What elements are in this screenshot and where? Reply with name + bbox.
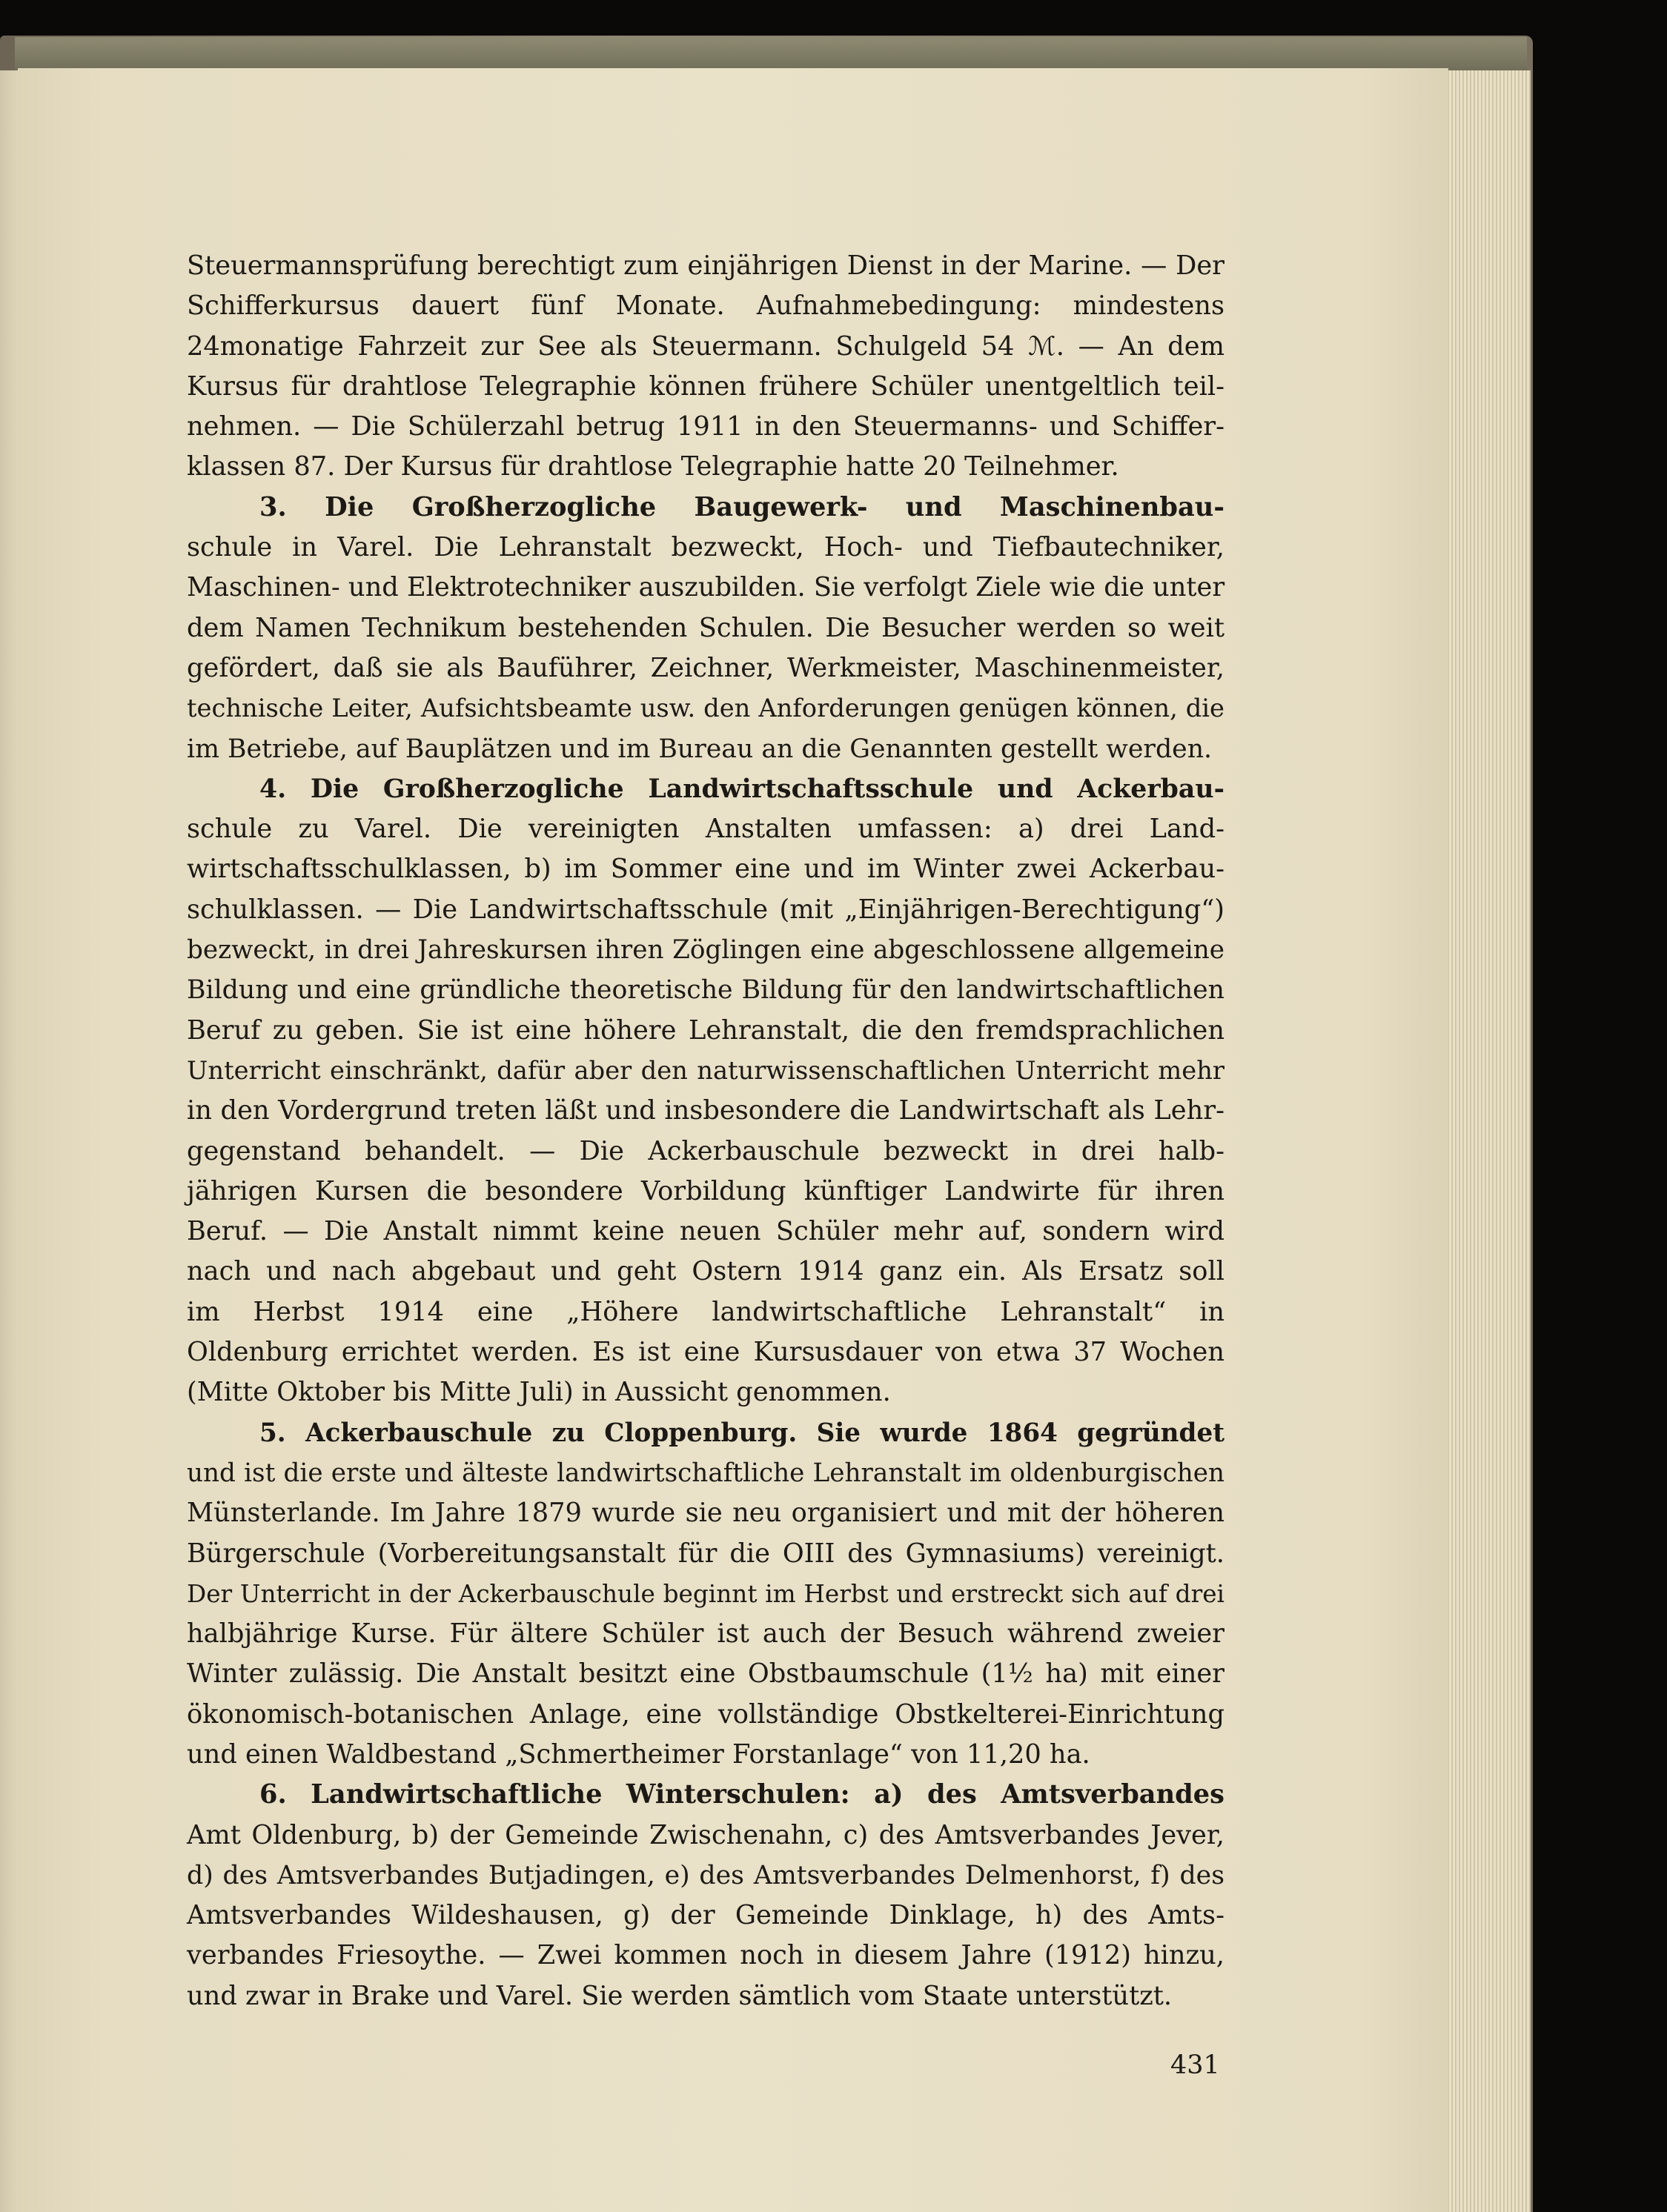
page-number: 431 (1170, 2050, 1220, 2080)
text-line: im Betriebe, auf Bauplätzen und im Bureau an die Genannten gestellt werden. (187, 734, 1213, 764)
text-line: und einen Waldbestand „Schmertheimer Forstanlage“ von 11,20 ha. (187, 1738, 1090, 1770)
text-line: Steuermannsprüfung berechtigt zum einjährigen Dienst in der Marine. — Der (187, 250, 1224, 281)
text-line: bezweckt, in drei Jahreskursen ihren Zöglingen eine abgeschlossene allgemeine (187, 935, 1224, 966)
text-line: Schifferkursus dauert fünf Monate. Aufnahmebedingung: mindestens (187, 290, 1224, 322)
text-line: Bildung und eine gründliche theoretische Bildung für den landwirtschaftlichen (187, 975, 1224, 1006)
text-line: nach und nach abgebaut und geht Ostern 1914 ganz ein. Als Ersatz soll (187, 1256, 1224, 1287)
section-heading: 4. Die Großherzogliche Landwirtschaftsschule und Ackerbau- (259, 773, 1224, 804)
section-heading: 6. Landwirtschaftliche Winterschulen: a) des Amtsverbandes (259, 1779, 1224, 1810)
text-line: technische Leiter, Aufsichtsbeamte usw. den Anforderungen genügen können, die (187, 694, 1224, 723)
section-heading: 5. Ackerbauschule zu Cloppenburg. Sie wurde 1864 gegründet (259, 1418, 1224, 1448)
text-line: Kursus für drahtlose Telegraphie können frühere Schüler unentgeltlich teil- (187, 371, 1224, 402)
text-line: ökonomisch-botanischen Anlage, eine vollständige Obstkelterei-Einrichtung (187, 1698, 1224, 1730)
text-line: Amt Oldenburg, b) der Gemeinde Zwischenahn, c) des Amtsverbandes Jever, (187, 1819, 1224, 1850)
text-line: schule zu Varel. Die vereinigten Anstalten umfassen: a) drei Land- (187, 814, 1224, 845)
section-heading: 3. Die Großherzogliche Baugewerk- und Maschinenbau- (259, 491, 1224, 522)
text-line: nehmen. — Die Schülerzahl betrug 1911 in den Steuermanns- und Schiffer- (187, 411, 1224, 442)
text-line: dem Namen Technikum bestehenden Schulen. Die Besucher werden so weit (187, 612, 1224, 643)
text-line: Beruf. — Die Anstalt nimmt keine neuen Schüler mehr auf, sondern wird (187, 1216, 1224, 1247)
text-line: und ist die erste und älteste landwirtschaftliche Lehranstalt im oldenburgischen (187, 1458, 1224, 1488)
text-line: im Herbst 1914 eine „Höhere landwirtschaftliche Lehranstalt“ in (187, 1296, 1224, 1327)
text-line: 24monatige Fahrzeit zur See als Steuermann. Schulgeld 54 ℳ. — An dem (187, 331, 1224, 362)
text-line: Münsterlande. Im Jahre 1879 wurde sie neu organisiert und mit der höheren (187, 1498, 1224, 1529)
page-edges (1445, 70, 1531, 2212)
text-line: klassen 87. Der Kursus für drahtlose Telegraphie hatte 20 Teilnehmer. (187, 451, 1119, 482)
text-line: gegenstand behandelt. — Die Ackerbauschule bezweckt in drei halb- (187, 1135, 1224, 1166)
text-line: halbjährige Kurse. Für ältere Schüler ist auch der Besuch während zweier (187, 1618, 1224, 1650)
text-line: Oldenburg errichtet werden. Es ist eine Kursusdauer von etwa 37 Wochen (187, 1337, 1224, 1368)
text-line: Der Unterricht in der Ackerbauschule beginnt im Herbst und erstreckt sich auf drei (187, 1579, 1224, 1608)
text-line: Winter zulässig. Die Anstalt besitzt eine Obstbaumschule (1½ ha) mit einer (187, 1658, 1224, 1690)
text-line: Amtsverbandes Wildeshausen, g) der Gemeinde Dinklage, h) des Amts- (187, 1900, 1224, 1931)
page-body (187, 246, 1224, 2016)
text-line: Maschinen- und Elektrotechniker auszubilden. Sie verfolgt Ziele wie die unter (187, 572, 1225, 603)
text-line: jährigen Kursen die besondere Vorbildung künftiger Landwirte für ihren (187, 1175, 1224, 1206)
text-line: verbandes Friesoythe. — Zwei kommen noch in diesem Jahre (1912) hinzu, (187, 1940, 1224, 1971)
text-line: schulklassen. — Die Landwirtschaftsschule (mit „Einjährigen-Berechtigung“) (187, 894, 1224, 925)
text-line: Unterricht einschränkt, dafür aber den naturwissenschaftlichen Unterricht mehr (187, 1055, 1224, 1085)
text-line: schule in Varel. Die Lehranstalt bezweckt, Hoch- und Tiefbautechniker, (187, 532, 1224, 563)
text-line: gefördert, daß sie als Bauführer, Zeichner, Werkmeister, Maschinenmeister, (187, 652, 1224, 683)
text-line: d) des Amtsverbandes Butjadingen, e) des Amtsverbandes Delmenhorst, f) des (187, 1860, 1224, 1890)
book-page (18, 68, 1448, 2212)
text-line: (Mitte Oktober bis Mitte Juli) in Aussicht genommen. (187, 1377, 891, 1408)
text-line: Beruf zu geben. Sie ist eine höhere Lehranstalt, die den fremdsprachlichen (187, 1014, 1224, 1046)
text-line: Bürgerschule (Vorbereitungsanstalt für die OIII des Gymnasiums) vereinigt. (187, 1538, 1224, 1569)
left-page-edge (0, 70, 18, 2212)
text-line: wirtschaftsschulklassen, b) im Sommer eine und im Winter zwei Ackerbau- (187, 854, 1224, 885)
text-line: in den Vordergrund treten läßt und insbesondere die Landwirtschaft als Lehr- (187, 1095, 1224, 1126)
text-line: und zwar in Brake und Varel. Sie werden sämtlich vom Staate unterstützt. (187, 1980, 1173, 2011)
book-spine-top (15, 37, 1527, 73)
